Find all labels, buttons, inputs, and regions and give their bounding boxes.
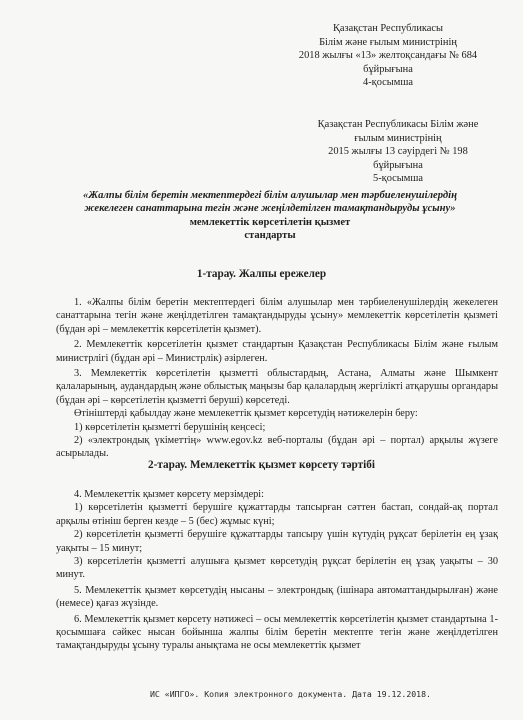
section-1-body (56, 296, 498, 461)
approval-2-line-3: 2015 жылғы 13 сәуірдегі № 198 (328, 146, 468, 158)
title-line-3: мемлекеттік көрсетілетін қызмет (189, 216, 351, 228)
paragraph: 4. Мемлекеттік қызмет көрсету мерзімдері: (74, 489, 265, 500)
approval-2-line-5: 5-қосымша (373, 173, 423, 185)
title-line-1: «Жалпы білім беретін мектептердегі білім алушылар мен тәрбиеленушілердің (83, 190, 457, 201)
approval-1-line-1: Қазақстан Республикасы (333, 23, 443, 34)
document-title (60, 189, 480, 243)
approval-1-line-5: 4-қосымша (363, 77, 413, 89)
section-2-body (56, 488, 498, 653)
paragraph: 5. Мемлекеттік қызмет көрсетудің нысаны – электрондық (ішінара автоматтандырылған) және (немесе) қағаз жүзінде. (56, 584, 498, 610)
title-line-4: стандарты (244, 230, 296, 242)
paragraph: 6. Мемлекеттік қызмет көрсету нәтижесі – осы мемлекеттік көрсетілетін қызмет стандартына 1-қосымшаға сәйкес нысан бойынша жалпы білім беретін мектепте тегін және жеңілдетілген тамақтандыруды ұсыну туралы анықтама не осы мемлекеттік қызмет (56, 613, 498, 652)
section-2-heading: 2-тарау. Мемлекеттік қызмет көрсету тәртібі (148, 459, 375, 471)
paragraph: 1) көрсетілетін қызметті берушінің кеңсесі; (74, 421, 266, 433)
approval-1-line-3: 2018 жылғы «13» желтоқсандағы № 684 (298, 50, 478, 62)
paragraph: 2) «электрондық үкіметтің» www.egov.kz веб-порталы (бұдан әрі – портал) арқылы жүзеге асырылады. (56, 435, 498, 460)
section-1-heading: 1-тарау. Жалпы ережелер (196, 268, 327, 280)
approval-2-line-4: бұйрығына (373, 159, 423, 171)
approval-1-line-2: Білім және ғылым министрінің (319, 36, 457, 48)
approval-block-1 (273, 22, 503, 90)
paragraph: 1) көрсетілетін қызметті берушіге құжаттарды тапсырған сәттен бастап, сондай-ақ портал арқылы өтініш берген кезде – 5 (бес) жұмыс күні; (56, 502, 498, 527)
title-line-2: жекелеген санаттарына тегін және жеңілдетілген тамақтандыруды ұсыну» (84, 203, 456, 215)
approval-2-line-2: ғылым министрінің (354, 132, 442, 144)
approval-1-line-4: бұйрығына (363, 63, 413, 75)
approval-block-2 (293, 118, 503, 186)
paragraph: Өтініштерді қабылдау және мемлекеттік қызмет көрсетудің нәтижелерін беру: (74, 408, 418, 420)
paragraph: 3. Мемлекеттік көрсетілетін қызметті облыстардың, Астана, Алматы және Шымкент қалаларының, аудандардың және облыстық маңызы бар қалалардың жергілікті атқарушы органдары (бұдан әрі – көрсетілетін қызметті беруші) көрсетеді. (56, 368, 498, 406)
approval-2-line-1: Қазақстан Республикасы Білім және (317, 119, 479, 130)
paragraph: 1. «Жалпы білім беретін мектептердегі білім алушылар мен тәрбиеленушілердің жекелеген санаттарына тегін және жеңілдетілген тамақтандыруды ұсыну» мемлекеттік көрсетілетін қызметі (бұдан әрі – мемлекеттік көрсетілетін қызмет). (56, 297, 498, 335)
document-footer: ИС «ИПГО». Копия электронного документа. Дата 19.12.2018. (150, 689, 431, 699)
paragraph: 2. Мемлекеттік көрсетілетін қызмет стандартын Қазақстан Республикасы Білім және ғылым министрлігі (бұдан әрі – Министрлік) әзірлеген. (56, 339, 498, 364)
paragraph: 3) көрсетілетін қызметті алушыға қызмет көрсетудің рұқсат берілетін ең ұзақ уақыты – 30 минут. (56, 556, 498, 581)
paragraph: 2) көрсетілетін қызметті берушіге құжаттарды тапсыру үшін күтудің рұқсат берілетін ең ұзақ уақыты – 15 минут; (56, 529, 498, 554)
